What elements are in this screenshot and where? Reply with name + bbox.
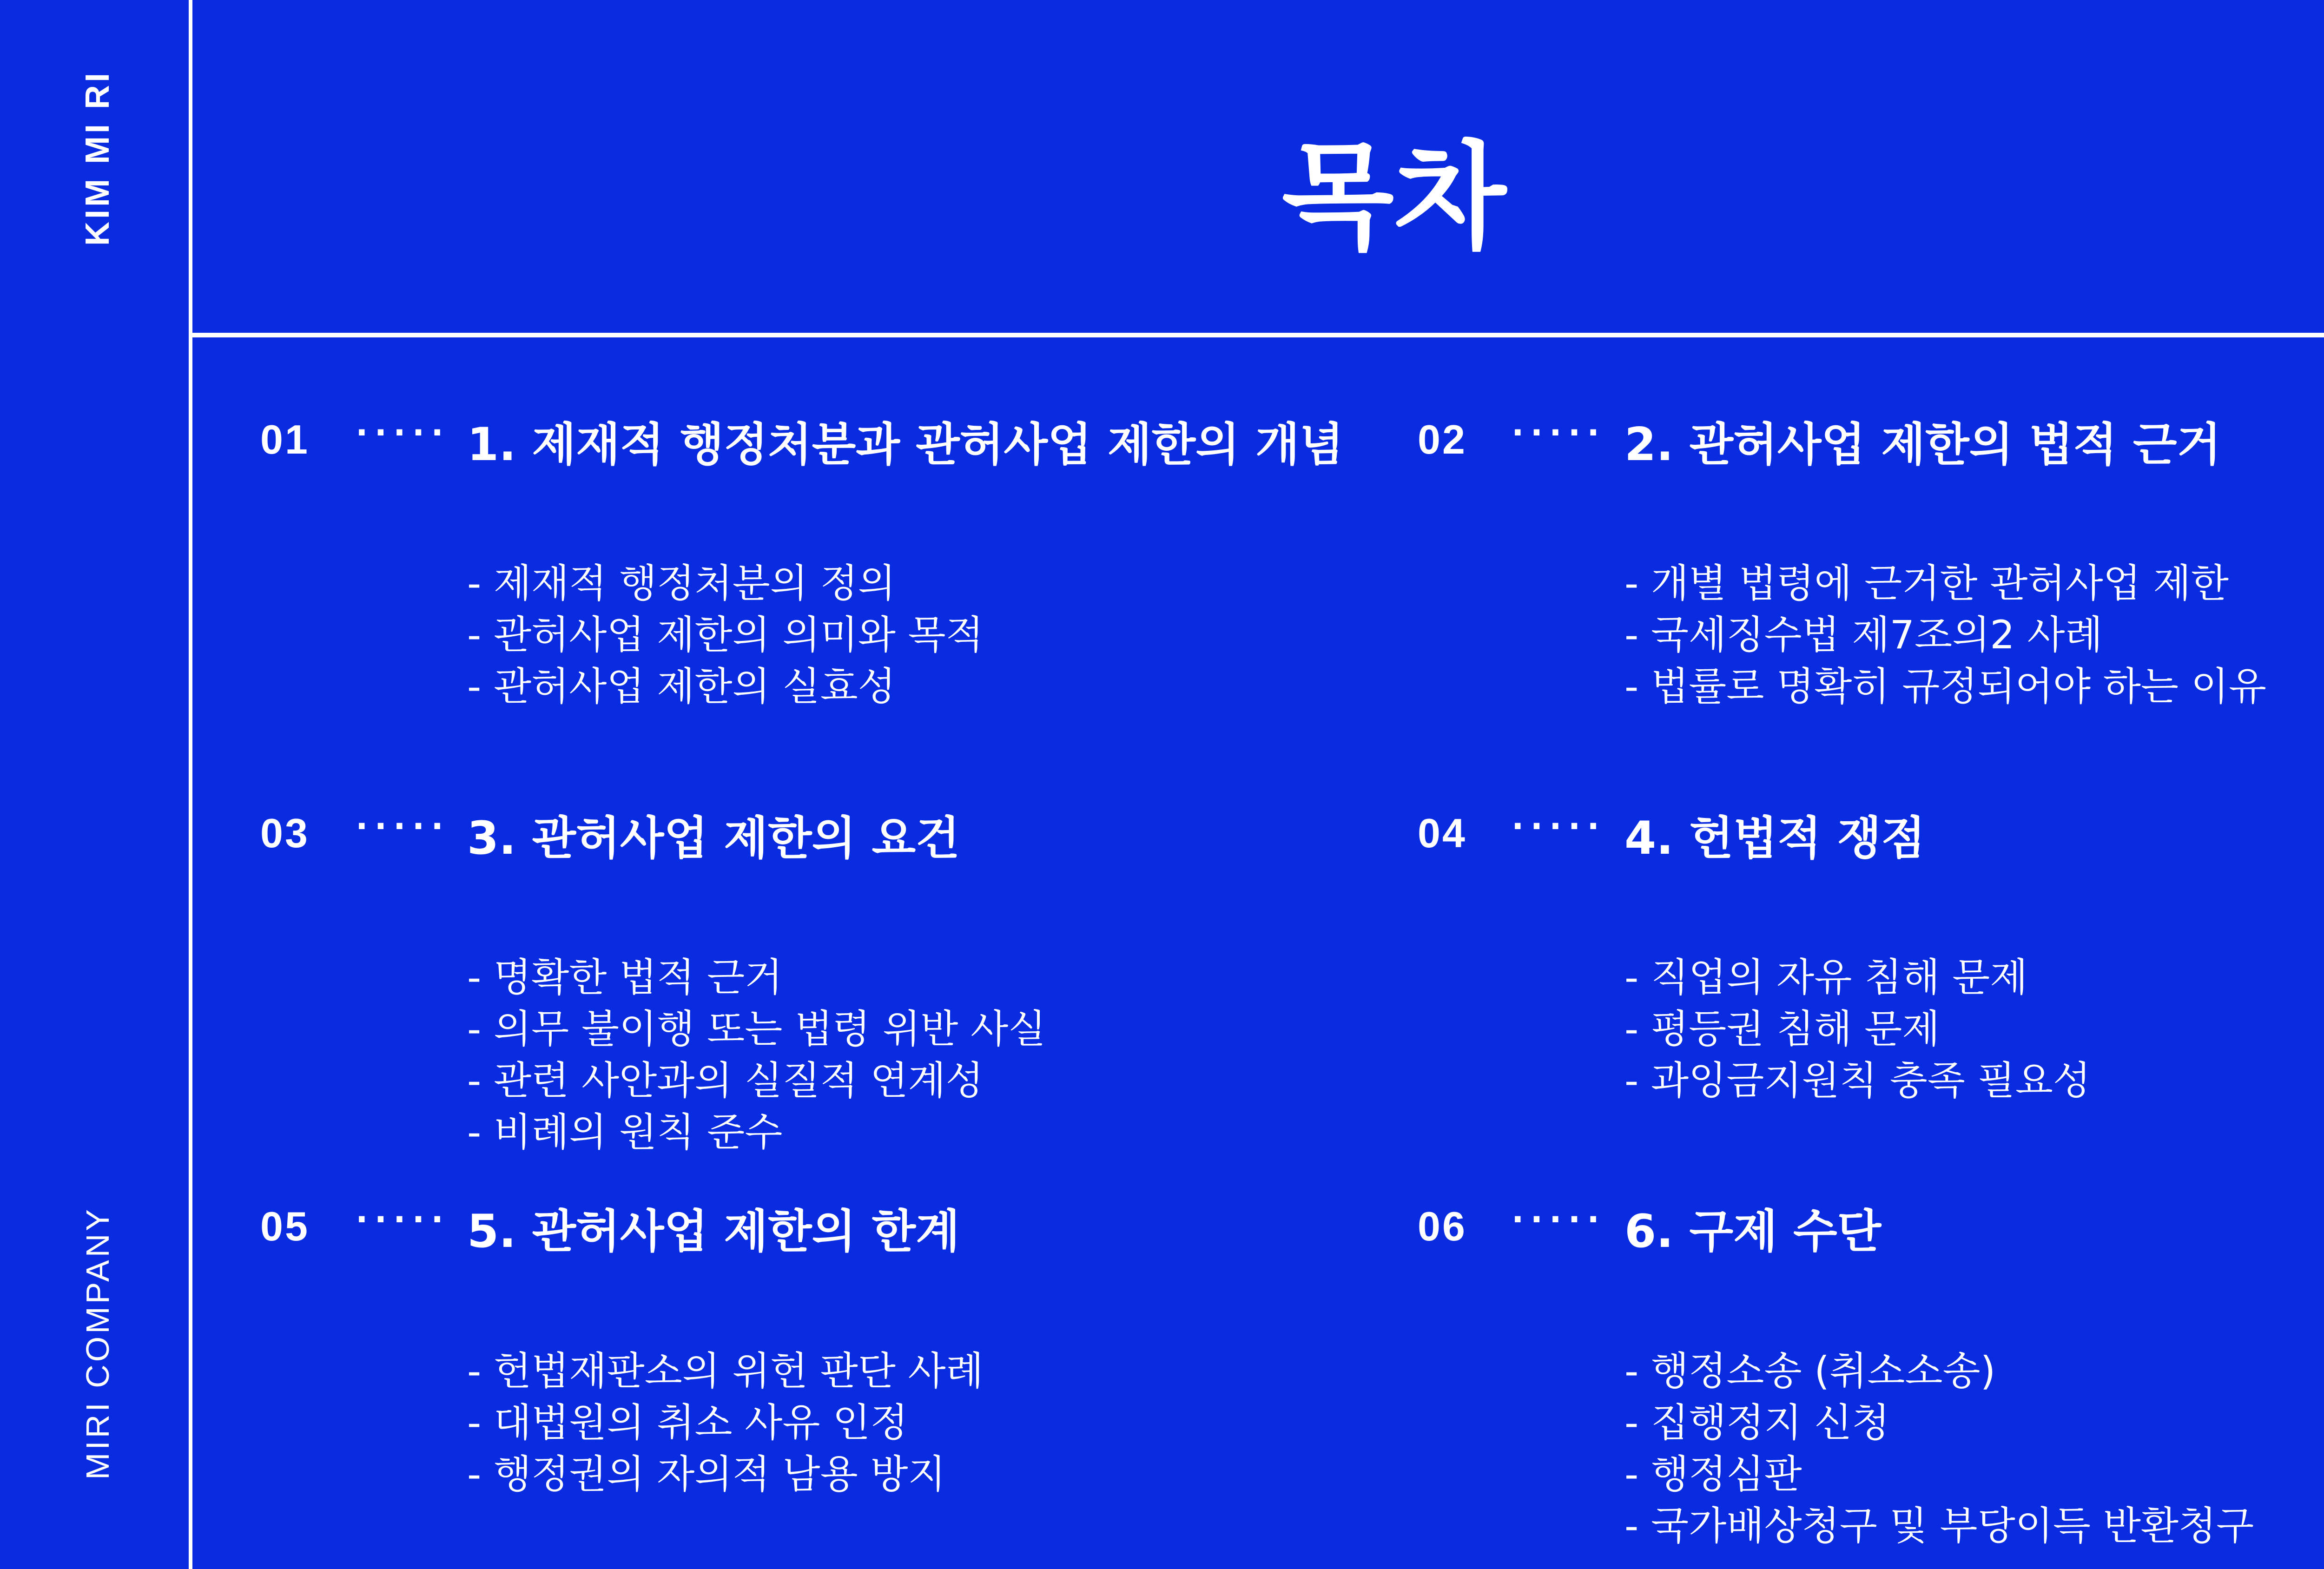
list-item: - 행정소송 (취소소송): [1624, 1348, 1996, 1394]
leader-dots: ·····: [1512, 414, 1606, 452]
left-bottom-label: MIRI COMPANY: [79, 1206, 116, 1480]
left-top-label: KIM MI RI: [79, 70, 116, 246]
list-item: - 직업의 자유 침해 문제: [1624, 955, 2028, 1000]
section-items: [1624, 558, 2266, 712]
list-item: - 관허사업 제한의 의미와 목적: [467, 612, 984, 658]
section-items: [467, 558, 984, 712]
list-item: - 관허사업 제한의 실효성: [467, 664, 896, 709]
section-number: 04: [1418, 810, 1467, 856]
leader-dots: ·····: [356, 414, 450, 452]
section-items: [467, 952, 1046, 1158]
list-item: - 평등권 침해 문제: [1624, 1006, 1940, 1052]
section-title: 6. 구제 수단: [1624, 1205, 1882, 1258]
leader-dots: ·····: [1512, 1200, 1606, 1239]
section-number: 06: [1418, 1203, 1467, 1249]
section-number: 01: [260, 416, 310, 462]
list-item: - 국세징수법 제7조의2 사례: [1624, 612, 2103, 658]
list-item: - 제재적 행정처분의 정의: [467, 560, 896, 606]
leader-dots: ·····: [356, 1200, 450, 1239]
list-item: - 개별 법령에 근거한 관허사업 제한: [1624, 560, 2229, 606]
section-items: [1624, 1345, 2254, 1552]
section-number: 02: [1418, 416, 1467, 462]
leader-dots: ·····: [356, 807, 450, 845]
page-title: 목차: [1281, 130, 1506, 265]
list-item: - 의무 불이행 또는 법령 위반 사실: [467, 1006, 1046, 1052]
section-number: 05: [260, 1203, 310, 1249]
title-divider: [189, 333, 2324, 337]
list-item: - 비례의 원칙 준수: [467, 1109, 783, 1155]
section-items: [1624, 952, 2091, 1107]
leader-dots: ·····: [1512, 807, 1606, 845]
list-item: - 대법원의 취소 사유 인정: [467, 1400, 908, 1445]
section-title: 3. 관허사업 제한의 요건: [467, 812, 960, 865]
section-title: 5. 관허사업 제한의 한계: [467, 1205, 960, 1258]
list-item: - 법률로 명확히 규정되어야 하는 이유: [1624, 664, 2266, 709]
list-item: - 명확한 법적 근거: [467, 955, 783, 1000]
section-items: [467, 1345, 984, 1500]
list-item: - 행정권의 자의적 남용 방지: [467, 1451, 946, 1497]
section-title: 4. 헌법적 쟁점: [1624, 812, 1925, 865]
list-item: - 행정심판: [1624, 1451, 1802, 1497]
list-item: - 과잉금지원칙 충족 필요성: [1624, 1058, 2091, 1103]
list-item: - 국가배상청구 및 부당이득 반환청구: [1624, 1503, 2254, 1549]
list-item: - 관련 사안과의 실질적 연계성: [467, 1058, 984, 1103]
list-item: - 집행정지 신청: [1624, 1400, 1890, 1445]
section-title: 2. 관허사업 제한의 법적 근거: [1624, 418, 2221, 471]
list-item: - 헌법재판소의 위헌 판단 사례: [467, 1348, 984, 1394]
section-title: 1. 제재적 행정처분과 관허사업 제한의 개념: [467, 418, 1344, 471]
section-number: 03: [260, 810, 310, 856]
